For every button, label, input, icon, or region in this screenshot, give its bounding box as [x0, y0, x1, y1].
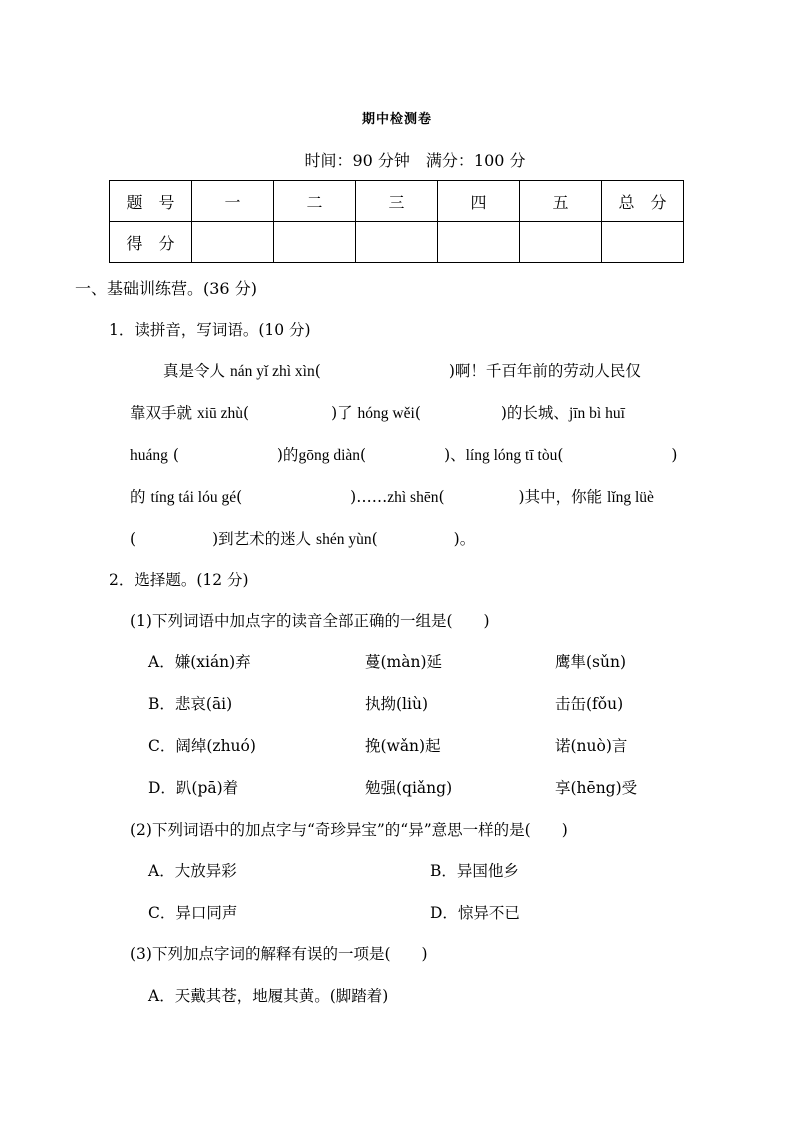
- text: (: [371, 530, 378, 548]
- q2-sub2-option-b[interactable]: B．异国他乡: [430, 862, 519, 880]
- q2-sub1-option-d[interactable]: D．趴(pā)着: [148, 779, 239, 797]
- score-cell[interactable]: [602, 222, 684, 263]
- score-table-score-row: [110, 222, 684, 263]
- q1-line-5: [130, 527, 475, 549]
- text: )、: [444, 446, 466, 464]
- q1-line-4: [130, 485, 654, 507]
- q2-sub1-option-c[interactable]: C．阔绰(zhuó): [148, 737, 256, 755]
- q2-sub1-option-b[interactable]: B．悲哀(āi): [148, 695, 233, 713]
- q2-sub2-option-c[interactable]: C．异口同声: [148, 904, 238, 922]
- text: (: [167, 446, 179, 464]
- score-table-header-4: 四: [438, 181, 520, 222]
- q2-sub1-option-a-word3: 鹰隼(sǔn): [555, 653, 627, 671]
- q2-sub2-question: (2)下列词语中的加点字与“奇珍异宝”的“异”意思一样的是( ): [130, 821, 568, 839]
- q1-line-1: [163, 359, 641, 381]
- text: )其中，你能: [518, 488, 608, 506]
- text: )。: [453, 530, 476, 548]
- text: (: [130, 530, 137, 548]
- score-table-header-row: [110, 181, 684, 222]
- section-heading: 一、基础训练营。(36 分): [75, 279, 257, 298]
- text: (: [243, 404, 250, 422]
- text: )了: [331, 404, 358, 422]
- text: )的: [276, 446, 299, 464]
- score-table: [109, 180, 684, 263]
- score-cell[interactable]: [520, 222, 602, 263]
- q2-sub2-option-d[interactable]: D．惊异不已: [430, 904, 520, 922]
- score-cell[interactable]: [356, 222, 438, 263]
- score-table-header-5: 五: [520, 181, 602, 222]
- score-table-header-2: 二: [274, 181, 356, 222]
- pinyin: líng lóng tī tòu: [465, 447, 558, 464]
- score-table-header-label: 题 号: [110, 181, 192, 222]
- text: )到艺术的迷人: [212, 530, 317, 548]
- score-table-header-1: 一: [192, 181, 274, 222]
- text: (: [438, 488, 445, 506]
- score-cell[interactable]: [192, 222, 274, 263]
- pinyin: xiū zhù: [196, 405, 243, 422]
- q2-sub3-question: (3)下列加点字词的解释有误的一项是( ): [130, 945, 428, 963]
- pinyin: lǐng lüè: [607, 489, 654, 506]
- q2-sub1-option-a-word2: 蔓(màn)延: [365, 653, 443, 671]
- text: (: [314, 362, 321, 380]
- q2-sub1-option-b-word2: 执拗(liù): [365, 695, 428, 713]
- q2-sub2-option-a[interactable]: A．大放异彩: [148, 862, 237, 880]
- score-cell[interactable]: [438, 222, 520, 263]
- text: 真是令人: [163, 362, 230, 380]
- pinyin: zhì shēn: [387, 489, 439, 506]
- q2-sub1-option-d-word3: 享(hēng)受: [555, 779, 638, 797]
- score-table-header-total: 总 分: [602, 181, 684, 222]
- text: )……: [350, 488, 388, 506]
- q2-sub1-option-b-word3: 击缶(fǒu): [555, 695, 624, 713]
- text: (: [414, 404, 421, 422]
- text: )的长城、: [500, 404, 569, 422]
- pinyin: shén yùn: [316, 531, 372, 548]
- question-2-label: 2．选择题。(12 分): [109, 571, 249, 589]
- text: (: [236, 488, 243, 506]
- q2-sub1-option-c-word3: 诺(nuò)言: [555, 737, 628, 755]
- score-cell[interactable]: [274, 222, 356, 263]
- score-table-header-3: 三: [356, 181, 438, 222]
- pinyin: tíng tái lóu gé: [150, 489, 237, 506]
- text: 的: [130, 488, 151, 506]
- score-table-row-label: 得 分: [110, 222, 192, 263]
- q1-line-3: [130, 443, 677, 465]
- text: )啊！千百年前的劳动人民仅: [448, 362, 641, 380]
- text: (: [557, 446, 564, 464]
- pinyin: hóng wěi: [357, 405, 415, 422]
- q1-line-2: [130, 401, 625, 423]
- pinyin: jīn bì huī: [568, 405, 625, 422]
- pinyin: huáng: [130, 447, 168, 464]
- text: ): [671, 446, 678, 464]
- q2-sub1-option-d-word2: 勉强(qiǎng): [365, 779, 453, 797]
- exam-subtitle: 时间：90 分钟 满分：100 分: [304, 151, 526, 170]
- q2-sub1-option-c-word2: 挽(wǎn)起: [365, 737, 441, 755]
- text: (: [360, 446, 367, 464]
- exam-title: 期中检测卷: [361, 112, 432, 127]
- q2-sub3-option-a[interactable]: A．天戴其苍，地履其黄。(脚踏着): [148, 987, 389, 1005]
- question-1-label: 1．读拼音，写词语。(10 分): [109, 321, 311, 339]
- q2-sub1-question: (1)下列词语中加点字的读音全部正确的一组是( ): [130, 612, 490, 630]
- text: 靠双手就: [130, 404, 197, 422]
- q2-sub1-option-a[interactable]: A．嫌(xián)弃: [148, 653, 251, 671]
- pinyin: nán yǐ zhì xìn: [229, 363, 315, 380]
- pinyin: gōng diàn: [298, 447, 360, 464]
